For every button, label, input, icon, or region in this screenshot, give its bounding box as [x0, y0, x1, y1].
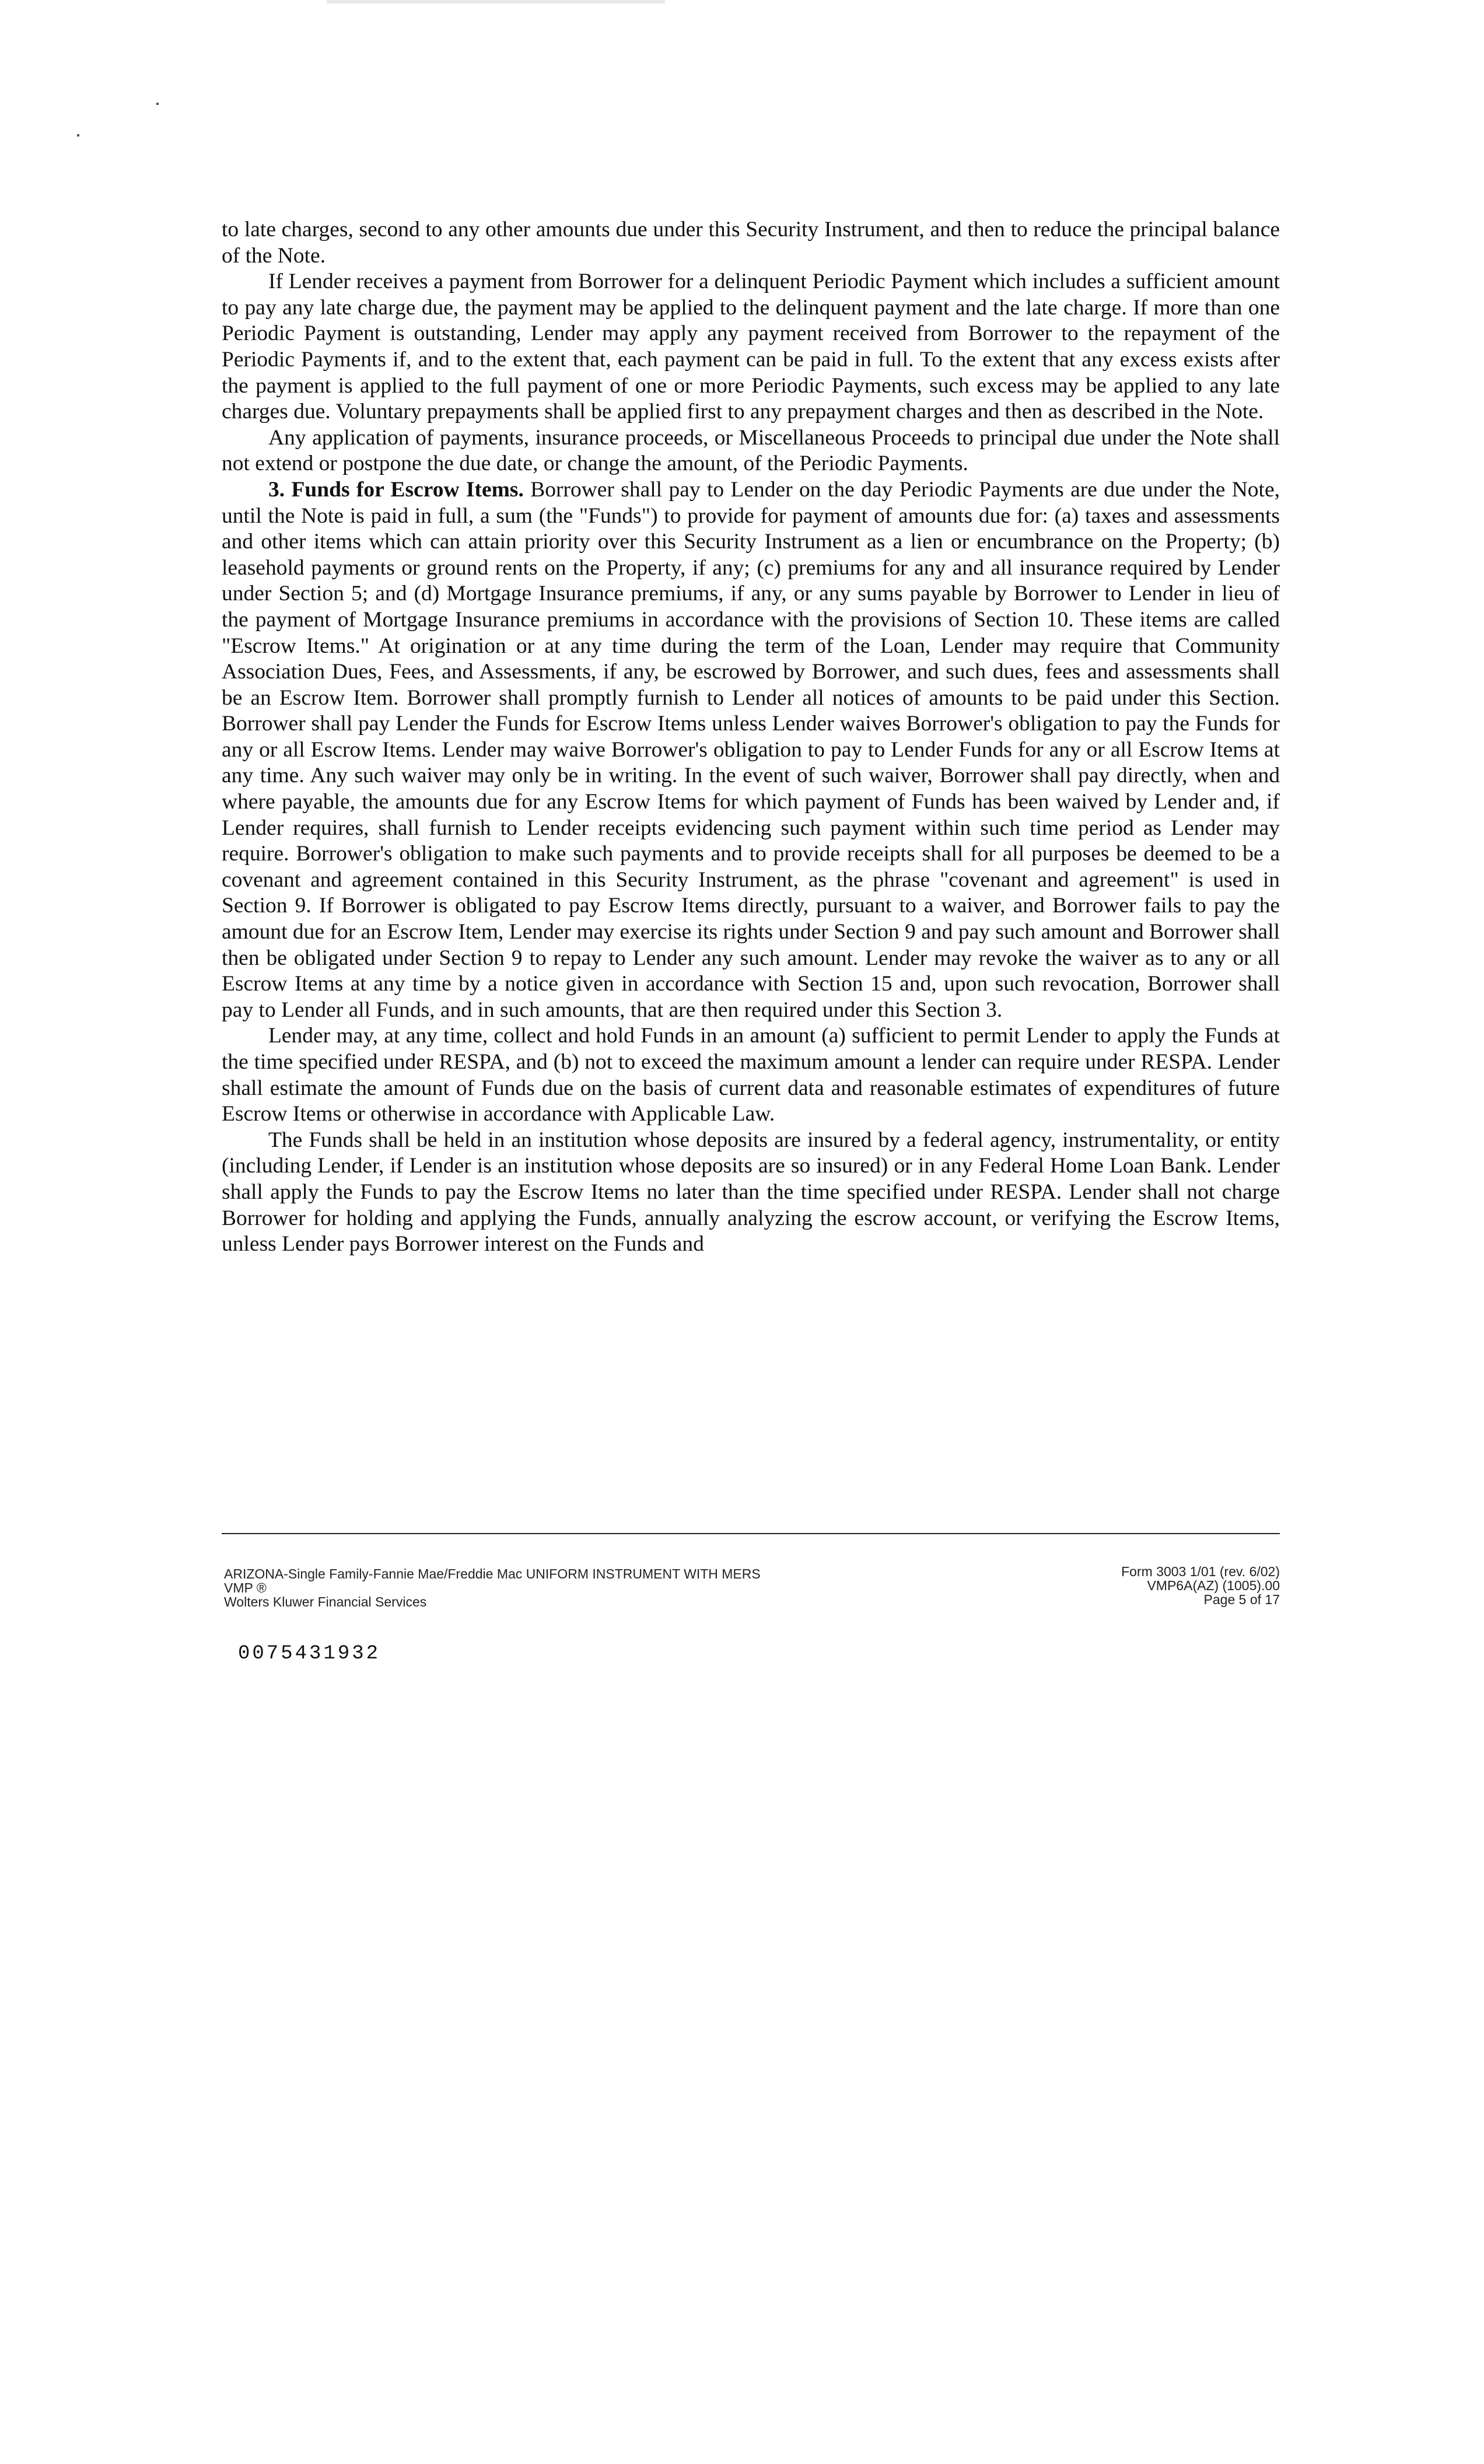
section-3-heading: 3. Funds for Escrow Items.: [268, 477, 524, 502]
scan-speck: [77, 134, 79, 136]
scan-speck: [156, 103, 159, 105]
paragraph-late-charges: to late charges, second to any other amounts due under this Security Instrument, and then to reduce the principal balance of the Note.: [222, 218, 1280, 268]
footer-form-number: [1121, 1564, 1280, 1606]
footer-vmp-code: VMP6A(AZ) (1005).00: [1147, 1578, 1280, 1593]
footer-page-number: Page 5 of 17: [1203, 1592, 1280, 1607]
loan-number: 0075431932: [238, 1643, 381, 1665]
paragraph-funds-held: The Funds shall be held in an institution whose deposits are insured by a federal agency, instrumentality, or entity (including Lender, if Lender is an institution whose deposits are so insured) or in any Federal Home Loan Bank. Lender shall apply the Funds to pay the Escrow Items no later than the time specified under RESPA. Lender shall not charge Borrower for holding and applying the Funds, annually analyzing the escrow account, or verifying the Escrow Items, unless Lender pays Borrower interest on the Funds and: [222, 1128, 1280, 1256]
section-3-funds-for-escrow: [222, 477, 1280, 1023]
paragraph-delinquent-payment: If Lender receives a payment from Borrower for a delinquent Periodic Payment which includes a sufficient amount to pay any late charge due, the payment may be applied to the delinquent payment and the late charge. If more than one Periodic Payment is outstanding, Lender may apply any payment received from Borrower to the repayment of the Periodic Payments if, and to the extent that, each payment can be paid in full. To the extent that any excess exists after the payment is applied to the full payment of one or more Periodic Payments, such excess may be applied to any late charges due. Voluntary prepayments shall be applied first to any prepayment charges and then as described in the Note.: [222, 270, 1280, 424]
footer-vmp-mark: VMP ®: [224, 1580, 267, 1595]
paragraph-funds-amount: Lender may, at any time, collect and hold Funds in an amount (a) sufficient to permit Lender to apply the Funds at the time specified under RESPA, and (b) not to exceed the maximum amount a lender can require under RESPA. Lender shall estimate the amount of Funds due on the basis of current data and reasonable estimates of expenditures of future Escrow Items or otherwise in accordance with Applicable Law.: [222, 1024, 1280, 1126]
document-body: [222, 217, 1280, 1258]
section-3-body: Borrower shall pay to Lender on the day Periodic Payments are due under the Note, until the Note is paid in full, a sum (the "Funds") to provide for payment of amounts due for: (a) taxes and assessments and other items which can attain priority over this Security Instrument as a lien or encumbrance on the Property; (b) leasehold payments or ground rents on the Property, if any; (c) premiums for any and all insurance required by Lender under Section 5; and (d) Mortgage Insurance premiums, if any, or any sums payable by Borrower to Lender in lieu of the payment of Mortgage Insurance premiums in accordance with the provisions of Section 10. These items are called "Escrow Items." At origination or at any time during the term of the Loan, Lender may require that Community Association Dues, Fees, and Assessments, if any, be escrowed by Borrower, and such dues, fees and assessments shall be an Escrow Item. Borrower shall promptly furnish to Lender all notices of amounts to be paid under this Section. Borrower shall pay Lender the Funds for Escrow Items unless Lender waives Borrower's obligation to pay the Funds for any or all Escrow Items. Lender may waive Borrower's obligation to pay to Lender Funds for any or all Escrow Items at any time. Any such waiver may only be in writing. In the event of such waiver, Borrower shall pay directly, when and where payable, the amounts due for any Escrow Items for which payment of Funds has been waived by Lender and, if Lender requires, shall furnish to Lender receipts evidencing such payment within such time period as Lender may require. Borrower's obligation to make such payments and to provide receipts shall for all purposes be deemed to be a covenant and agreement contained in this Security Instrument, as the phrase "covenant and agreement" is used in Section 9. If Borrower is obligated to pay Escrow Items directly, pursuant to a waiver, and Borrower fails to pay the amount due for an Escrow Item, Lender may exercise its rights under Section 9 and pay such amount and Borrower shall then be obligated under Section 9 to repay to Lender any such amount. Lender may revoke the waiver as to any or all Escrow Items at any time by a notice given in accordance with Section 15 and, upon such revocation, Borrower shall pay to Lender all Funds, and in such amounts, that are then required under this Section 3.: [222, 477, 1280, 1022]
footer-publisher: Wolters Kluwer Financial Services: [224, 1594, 427, 1609]
scan-artifact: [327, 0, 665, 4]
footer-instrument-title: ARIZONA-Single Family-Fannie Mae/Freddie Mac UNIFORM INSTRUMENT WITH MERS: [224, 1566, 761, 1581]
footer-form-code: Form 3003 1/01 (rev. 6/02): [1121, 1564, 1280, 1579]
footer-form-info: [224, 1567, 761, 1609]
paragraph-application-of-payments: Any application of payments, insurance proceeds, or Miscellaneous Proceeds to principal due under the Note shall not extend or postpone the due date, or change the amount, of the Periodic Payments.: [222, 425, 1280, 476]
footer-divider: [222, 1533, 1280, 1534]
